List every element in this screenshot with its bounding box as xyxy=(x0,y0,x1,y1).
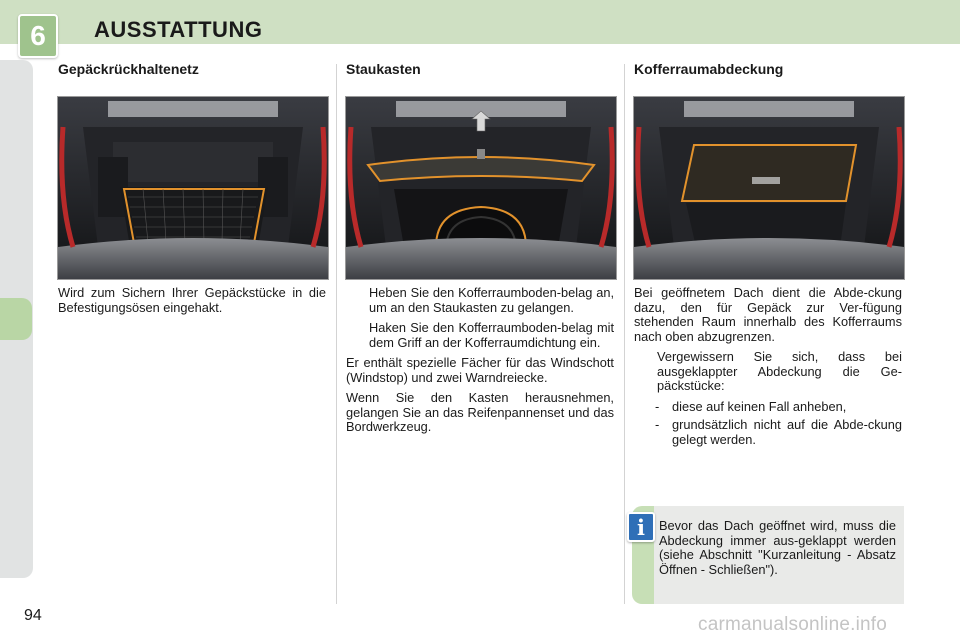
dash-marker: - xyxy=(655,417,660,432)
instruction-bullet xyxy=(346,286,614,315)
section-title-storage-box: Staukasten xyxy=(346,61,421,77)
instruction-bullet xyxy=(634,350,902,394)
dash-list-item xyxy=(634,400,902,415)
chapter-number-badge: 6 xyxy=(18,14,58,58)
boot-cover-photo xyxy=(633,96,905,280)
section-title-luggage-net: Gepäckrückhaltenetz xyxy=(58,61,199,77)
dash-marker: - xyxy=(655,398,660,414)
column-divider xyxy=(624,64,625,604)
dash-text: grundsätzlich nicht auf die Abde-ckung gelegt werden. xyxy=(672,417,902,447)
storage-box-paragraph: Er enthält spezielle Fächer für das Windschott (Windstop) und zwei Warndreiecke. xyxy=(346,355,614,385)
active-chapter-side-tab[interactable] xyxy=(0,298,32,340)
luggage-net-photo xyxy=(57,96,329,280)
storage-box-paragraph: Wenn Sie den Kasten herausnehmen, gelangen Sie an das Reifenpannenset und das Bordwerkzeug. xyxy=(346,390,614,434)
luggage-net-text xyxy=(58,286,326,321)
watermark: carmanualsonline.info xyxy=(698,614,888,635)
pointing-hand-icon xyxy=(346,286,369,315)
chapter-title: AUSSTATTUNG xyxy=(94,17,263,42)
storage-box-photo xyxy=(345,96,617,280)
pointing-hand-icon xyxy=(634,350,657,394)
boot-cover-paragraph: Bei geöffnetem Dach dient die Abde-ckung dazu, den für Gepäck zur Ver-fügung stehenden Raum innerhalb des Kofferraums nach oben abzugrenzen. xyxy=(634,285,902,344)
boot-cover-text xyxy=(634,286,902,451)
luggage-net-paragraph: Wird zum Sichern Ihrer Gepäckstücke in die Befestigungsösen eingehakt. xyxy=(58,285,326,315)
section-title-boot-cover: Kofferraumabdeckung xyxy=(634,61,784,77)
bullet-text: Vergewissern Sie sich, dass bei ausgeklappter Abdeckung die Ge-päckstücke: xyxy=(657,349,902,393)
info-box-text: Bevor das Dach geöffnet wird, muss die Abdeckung immer aus-geklappt werden (siehe Abschnitt "Kurzanleitung - Absatz Öffnen - Schließen"). xyxy=(659,518,896,577)
pointing-hand-icon xyxy=(346,321,369,350)
bullet-text: Haken Sie den Kofferraumboden-belag mit dem Griff an der Kofferraumdichtung ein. xyxy=(369,320,614,350)
instruction-bullet xyxy=(346,321,614,350)
storage-box-text xyxy=(346,286,614,441)
bullet-text: Heben Sie den Kofferraumboden-belag an, um an den Staukasten zu gelangen. xyxy=(369,285,614,315)
dash-text: diese auf keinen Fall anheben, xyxy=(672,398,847,414)
column-divider xyxy=(336,64,337,604)
dash-list-item xyxy=(634,418,902,447)
page-number: 94 xyxy=(24,607,42,624)
info-icon: i xyxy=(627,512,655,542)
